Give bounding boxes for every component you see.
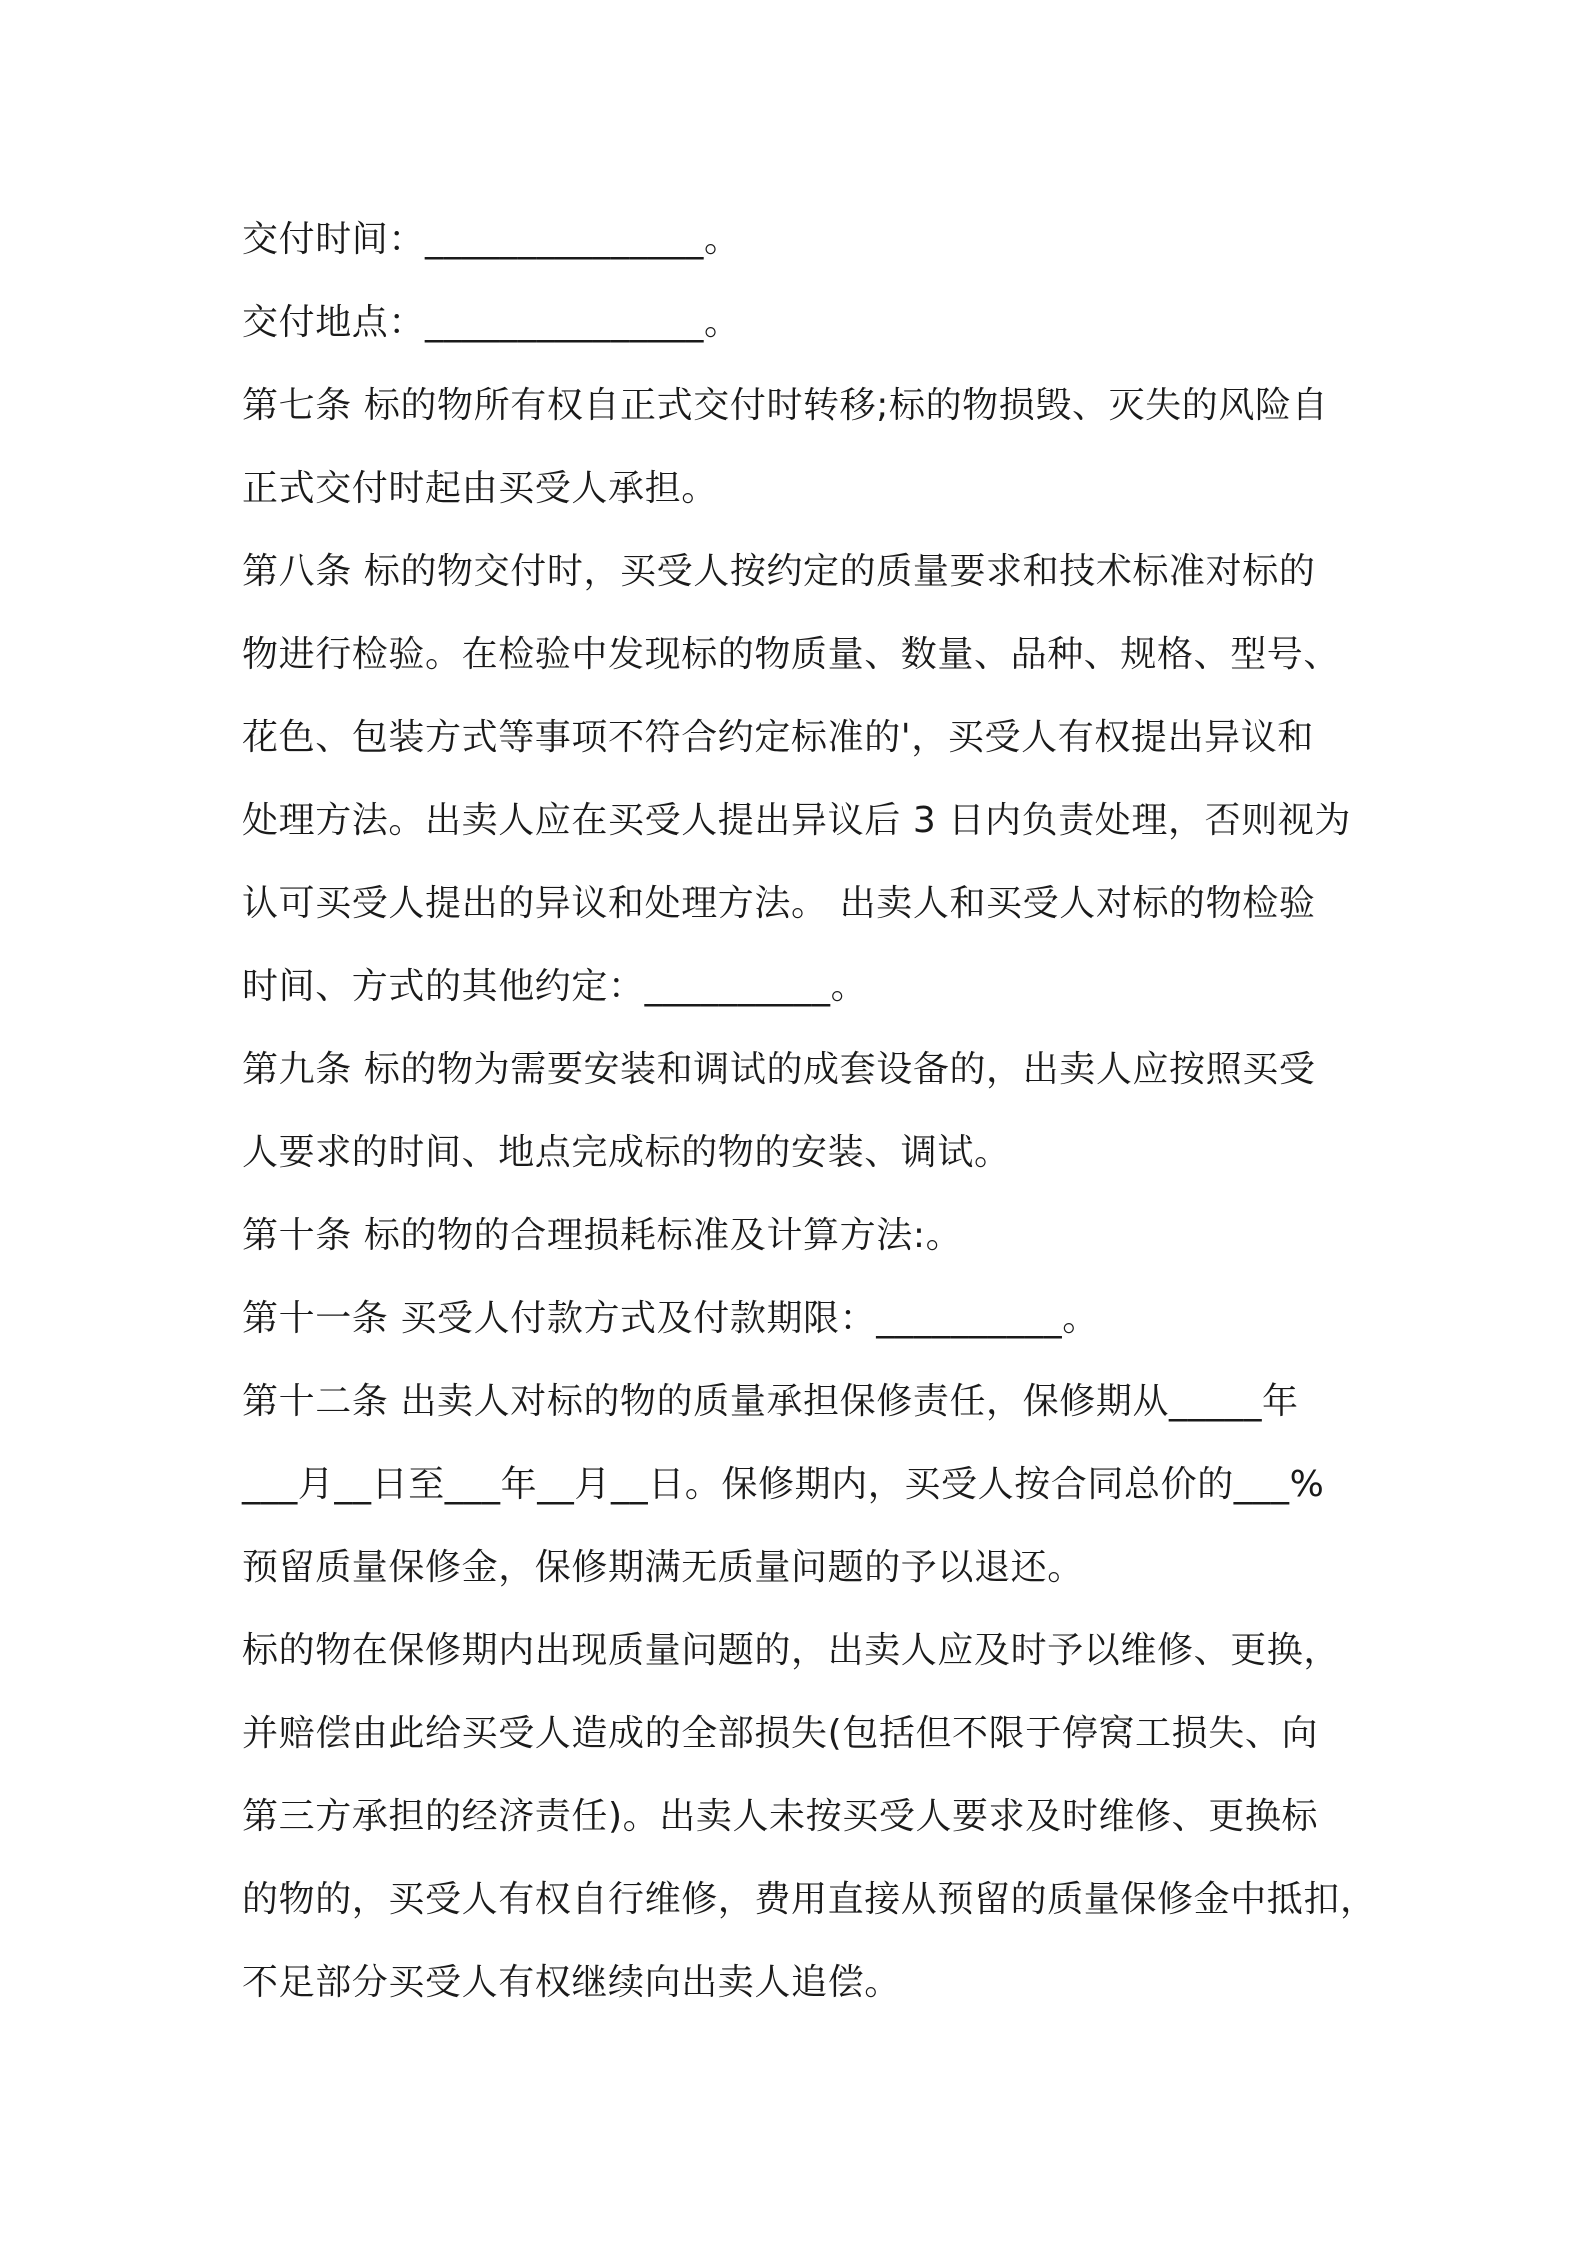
warranty-paragraph-line-2: 并赔偿由此给买受人造成的全部损失(包括但不限于停窝工损失、向 — [242, 1713, 1319, 1754]
line-delivery-place: 交付地点：_______________。 — [242, 302, 741, 343]
article-8-line-6: 时间、方式的其他约定：__________。 — [242, 966, 868, 1007]
line-delivery-time: 交付时间：_______________。 — [242, 219, 741, 260]
article-8-line-2: 物进行检验。在检验中发现标的物质量、数量、品种、规格、型号、 — [242, 634, 1341, 675]
document-body — [242, 198, 1377, 2024]
warranty-paragraph-line-3: 第三方承担的经济责任)。出卖人未按买受人要求及时维修、更换标 — [242, 1796, 1319, 1837]
article-12-line-2: ___月__日至___年__月__日。保修期内，买受人按合同总价的___% — [242, 1464, 1325, 1505]
article-12-line-1: 第十二条 出卖人对标的物的质量承担保修责任，保修期从_____年 — [242, 1381, 1299, 1422]
article-8-line-3: 花色、包装方式等事项不符合约定标准的'，买受人有权提出异议和 — [242, 717, 1314, 758]
article-9-line-2: 人要求的时间、地点完成标的物的安装、调试。 — [242, 1132, 1011, 1173]
article-7-line-2: 正式交付时起由买受人承担。 — [242, 468, 718, 509]
article-8-line-1: 第八条 标的物交付时，买受人按约定的质量要求和技术标准对标的 — [242, 551, 1316, 592]
article-10-line-1: 第十条 标的物的合理损耗标准及计算方法:。 — [242, 1215, 963, 1256]
article-12-line-3: 预留质量保修金，保修期满无质量问题的予以退还。 — [242, 1547, 1084, 1588]
warranty-paragraph-line-1: 标的物在保修期内出现质量问题的，出卖人应及时予以维修、更换， — [242, 1630, 1341, 1671]
article-8-line-5: 认可买受人提出的异议和处理方法。 出卖人和买受人对标的物检验 — [242, 883, 1316, 924]
article-9-line-1: 第九条 标的物为需要安装和调试的成套设备的，出卖人应按照买受 — [242, 1049, 1316, 1090]
warranty-paragraph-line-4: 的物的，买受人有权自行维修，费用直接从预留的质量保修金中抵扣， — [242, 1879, 1377, 1920]
article-7-line-1: 第七条 标的物所有权自正式交付时转移;标的物损毁、灭失的风险自 — [242, 385, 1329, 426]
article-11-line-1: 第十一条 买受人付款方式及付款期限：__________。 — [242, 1298, 1099, 1339]
article-8-line-4: 处理方法。出卖人应在买受人提出异议后 3 日内负责处理，否则视为 — [242, 800, 1351, 841]
warranty-paragraph-line-5: 不足部分买受人有权继续向出卖人追偿。 — [242, 1962, 901, 2003]
